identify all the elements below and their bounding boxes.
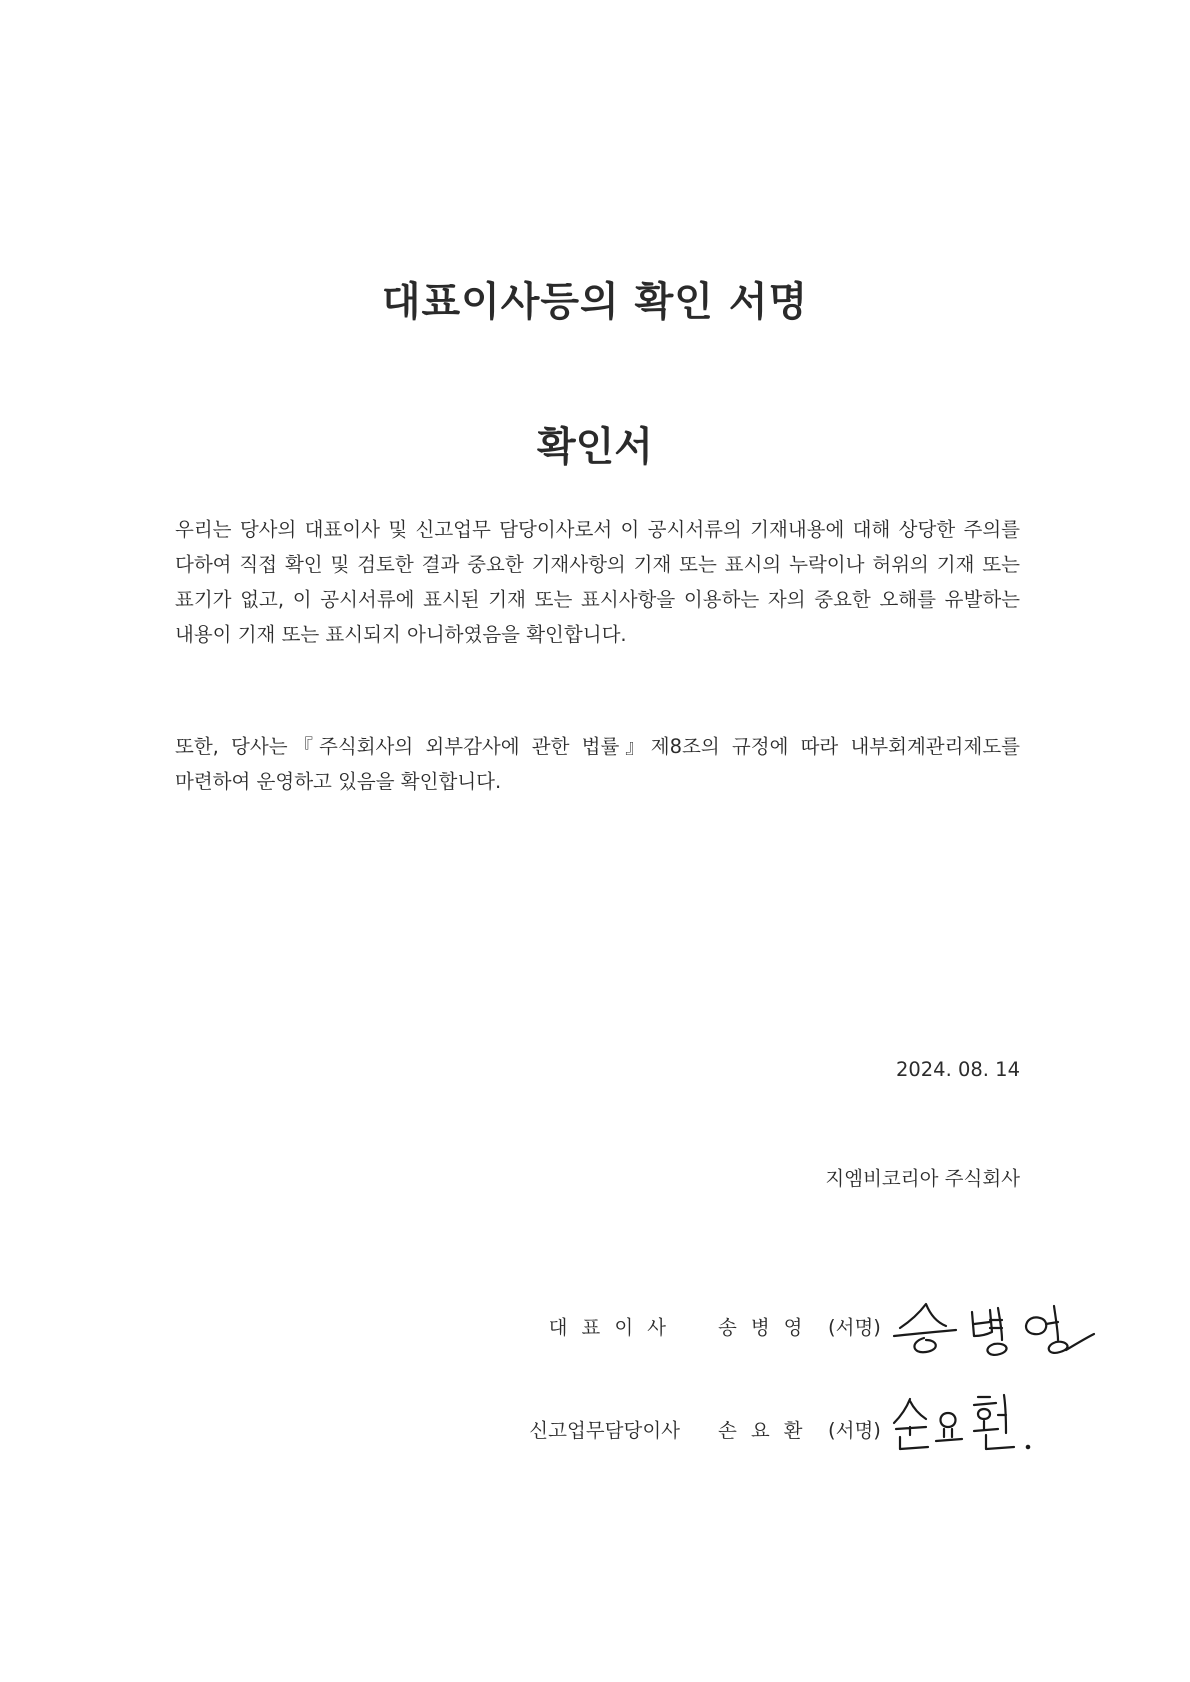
handwritten-signature-disclosure-officer (890, 1387, 1040, 1457)
company-name: 지엠비코리아 주식회사 (825, 1167, 1020, 1190)
document-date: 2024. 08. 14 (895, 1058, 1020, 1081)
internal-control-paragraph: 또한, 당사는『주식회사의 외부감사에 관한 법률』제8조의 규정에 따라 내부회계관리제도를 마련하여 운영하고 있음을 확인합니다. (175, 735, 1020, 793)
signatory-name: 손요환 (718, 1419, 817, 1442)
signatory-name: 송병영 (718, 1316, 817, 1339)
document-subtitle: 확인서 (537, 424, 653, 470)
document-title: 대표이사등의 확인 서명 (381, 279, 809, 325)
signatory-role: 대표이사 (548, 1316, 680, 1339)
signature-label: (서명) (828, 1316, 881, 1339)
signature-label: (서명) (828, 1419, 881, 1442)
handwritten-signature-ceo (890, 1290, 1100, 1360)
signatory-row-disclosure-officer (0, 1403, 1190, 1453)
confirmation-paragraph: 우리는 당사의 대표이사 및 신고업무 담당이사로서 이 공시서류의 기재내용에 대해 상당한 주의를 다하여 직접 확인 및 검토한 결과 중요한 기재사항의 기재 또는 표시의 누락이나 허위의 기재 또는 표기가 없고, 이 공시서류에 표시된 기재 또는 표시사항을 이용하는 자의 중요한 오해를 유발하는 내용이 기재 또는 표시되지 아니하였음을 확인합니다. (175, 518, 1020, 646)
signatory-row-ceo (0, 1300, 1190, 1350)
signatory-role: 신고업무담당이사 (529, 1419, 680, 1442)
